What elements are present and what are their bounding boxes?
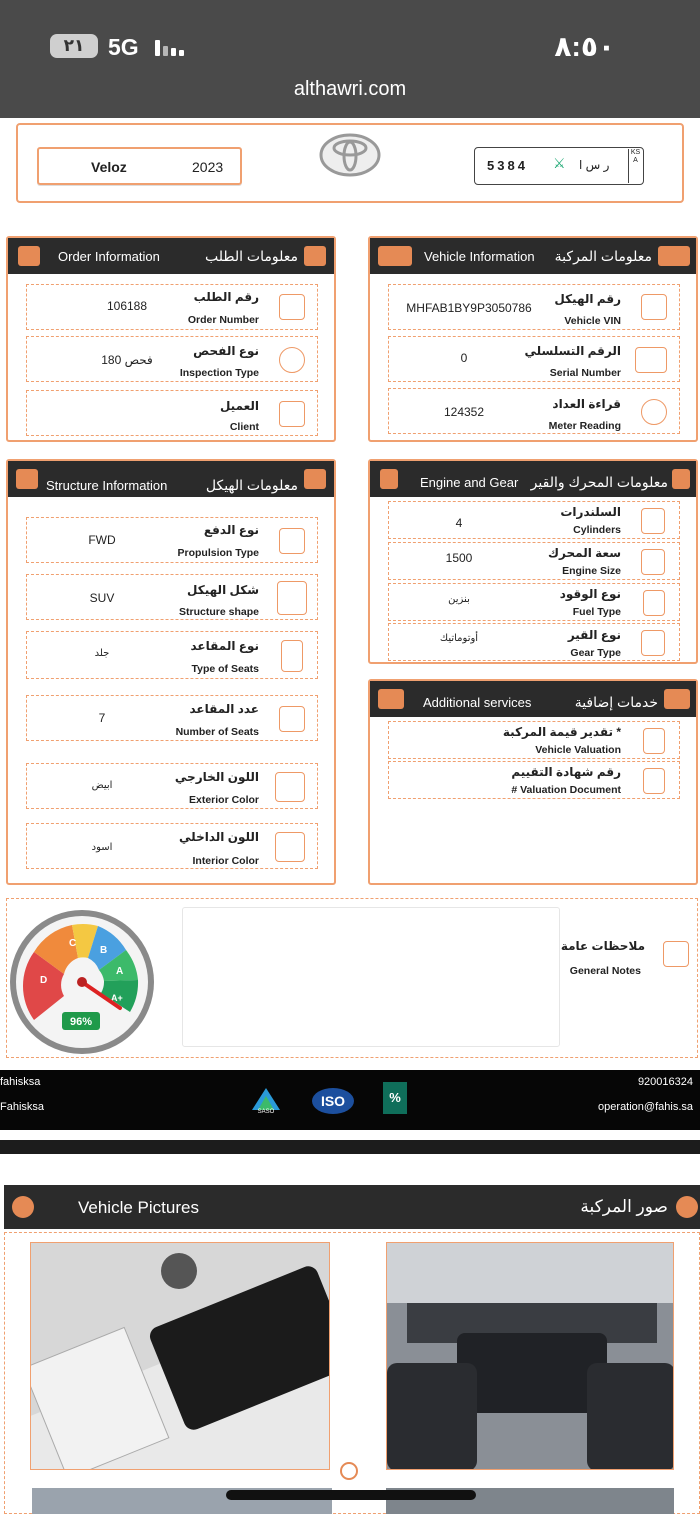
general-notes-box <box>182 907 560 1047</box>
engine-size-row <box>388 542 680 580</box>
engine-size-value: 1500 <box>445 551 473 565</box>
meter-reading-label-ar: قراءة العداد <box>552 397 621 411</box>
engine-icon <box>641 549 665 575</box>
inspection-type-row <box>26 336 318 382</box>
seat-type-label-en: Type of Seats <box>191 663 259 675</box>
iso-logo-icon: ISO <box>312 1088 354 1114</box>
seat-type-row <box>26 631 318 679</box>
seat-type-label-ar: نوع المقاعد <box>190 639 259 653</box>
general-notes-label-en: General Notes <box>569 965 641 977</box>
vehicle-year: 2023 <box>192 159 224 175</box>
fuel-type-label-ar: نوع الوقود <box>559 587 621 601</box>
grade-aplus-label: A+ <box>111 993 123 1003</box>
grade-c-label: C <box>69 938 77 949</box>
number-of-seats-label-ar: عدد المقاعد <box>189 702 259 716</box>
order-number-label-en: Order Number <box>187 314 259 326</box>
vehicle-valuation-label-en: Vehicle Valuation <box>535 744 621 756</box>
home-indicator <box>226 1490 476 1500</box>
engine-gear-header <box>370 461 696 497</box>
vehicle-valuation-label-ar: تقدير قيمة المركبة * <box>502 725 621 739</box>
valuation-document-label-ar: رقم شهادة التقييم <box>511 765 621 779</box>
vehicle-pictures-title-en: Vehicle Pictures <box>78 1198 199 1217</box>
structure-information-card <box>6 459 336 885</box>
additional-services-header <box>370 681 696 717</box>
interior-seats-photo[interactable] <box>386 1242 674 1470</box>
car-body-icon <box>277 581 307 615</box>
network-type: 5G <box>108 34 139 60</box>
fuel-type-label-en: Fuel Type <box>572 606 621 618</box>
order-information-title-ar: معلومات الطلب <box>205 248 298 264</box>
refresh-icon <box>279 347 305 373</box>
rear-seat <box>457 1333 607 1413</box>
piston-icon <box>641 508 665 534</box>
clock: ٨:٥٠ <box>554 31 615 62</box>
structure-information-title-ar: معلومات الهيكل <box>205 477 298 493</box>
paint-bucket-icon <box>275 772 305 802</box>
vehicle-pictures-title-ar: صور المركبة <box>580 1197 668 1216</box>
structure-shape-row <box>26 574 318 620</box>
grade-a-label: A <box>116 966 124 977</box>
meter-reading-value: 124352 <box>443 405 485 419</box>
vat-logo-icon: % <box>383 1082 407 1114</box>
valuation-document-label-en: # Valuation Document <box>511 784 621 796</box>
vehicle-information-card <box>368 236 698 442</box>
cylinders-label-ar: السلندرات <box>560 505 621 519</box>
interior-color-value: اسود <box>91 842 113 853</box>
cylinders-value: 4 <box>455 516 463 530</box>
palm-emblem-icon: ⚔ <box>553 155 566 171</box>
interior-color-label-ar: اللون الداخلي <box>179 830 259 844</box>
inspection-type-value: فحص 180 <box>101 353 153 367</box>
inspection-type-label-ar: نوع الفحص <box>193 344 259 358</box>
order-information-card <box>6 236 336 442</box>
screw-bolt <box>161 1253 197 1289</box>
money-bag-icon <box>643 728 665 754</box>
footer-phone[interactable]: 920016324 <box>637 1076 693 1088</box>
money-bag-icon <box>643 768 665 794</box>
seats-icon <box>279 706 305 732</box>
structure-shape-label-en: Structure shape <box>179 606 259 618</box>
interior-color-row <box>26 823 318 869</box>
clipboard-icon <box>18 246 40 266</box>
check-badge-icon <box>12 1196 34 1218</box>
exterior-color-row <box>26 763 318 809</box>
vehicle-information-title-ar: معلومات المركبة <box>554 248 652 264</box>
document-list-icon <box>279 294 305 320</box>
services-icon <box>378 689 404 709</box>
drivetrain-icon <box>279 528 305 554</box>
propulsion-type-label-ar: نوع الدفع <box>203 523 259 537</box>
order-information-title-en: Order Information <box>58 249 160 264</box>
number-of-seats-row <box>26 695 318 741</box>
structure-information-title-en: Structure Information <box>46 478 168 493</box>
seat-type-value: جلد <box>94 648 110 659</box>
seat-icon <box>281 640 303 672</box>
fuel-pump-icon <box>643 590 665 616</box>
flame-icon <box>672 469 690 489</box>
right-seat <box>587 1363 674 1470</box>
odometer-icon <box>641 399 667 425</box>
left-seat <box>387 1363 477 1470</box>
vehicle-information-header <box>370 238 696 274</box>
exterior-color-label-ar: اللون الخارجي <box>174 770 259 784</box>
engine-gear-title-ar: معلومات المحرك والقير <box>530 474 668 490</box>
plate-country: KSA <box>628 149 642 183</box>
propulsion-type-row <box>26 517 318 563</box>
chassis-icon <box>16 469 38 489</box>
score-label: 96% <box>69 1016 93 1028</box>
vehicle-model: Veloz <box>91 159 127 175</box>
car-icon <box>279 401 305 427</box>
general-notes-label-ar: ملاحظات عامة <box>560 939 645 953</box>
structure-information-header <box>8 461 334 497</box>
exterior-color-value: ابيض <box>91 780 113 791</box>
condition-gauge <box>8 908 156 1056</box>
barcode-icon <box>641 294 667 320</box>
vin-label-en: Vehicle VIN <box>564 315 621 327</box>
gear-type-value: أوتوماتيك <box>439 633 479 644</box>
gear-type-row <box>388 623 680 661</box>
order-number-value: 106188 <box>106 299 148 313</box>
meter-reading-label-en: Meter Reading <box>548 420 621 432</box>
number-of-seats-value: 7 <box>98 711 106 725</box>
propulsion-type-value: FWD <box>88 533 116 547</box>
gear-type-label-en: Gear Type <box>570 647 621 659</box>
number-of-seats-label-en: Number of Seats <box>175 726 259 738</box>
page-divider <box>0 1140 700 1154</box>
additional-services-card <box>368 679 698 885</box>
propulsion-type-label-en: Propulsion Type <box>177 547 259 559</box>
inspection-type-label-en: Inspection Type <box>179 367 259 379</box>
note-pencil-icon <box>663 941 689 967</box>
serial-number-label-ar: الرقم التسلسلي <box>524 344 621 358</box>
grade-b-label: B <box>100 945 108 956</box>
gear-shift-icon <box>641 630 665 656</box>
engine-size-label-en: Engine Size <box>562 565 621 577</box>
valuation-document-row <box>388 761 680 799</box>
clipboard-icon <box>304 246 326 266</box>
serial-number-row <box>388 336 680 382</box>
meter-reading-row <box>388 388 680 434</box>
vehicle-pictures-header <box>4 1185 700 1229</box>
signal-icon <box>155 38 184 56</box>
serial-number-value: 0 <box>460 351 468 365</box>
vehicle-information-title-en: Vehicle Information <box>424 249 535 264</box>
svg-text:SASO: SASO <box>257 1109 275 1114</box>
check-badge-icon <box>676 1196 698 1218</box>
engine-size-label-ar: سعة المحرك <box>548 546 621 560</box>
client-label-en: Client <box>229 421 259 433</box>
car-icon <box>378 246 412 266</box>
footer-social-handle-2[interactable]: Fahisksa <box>0 1101 45 1113</box>
zoom-icon[interactable] <box>340 1462 358 1480</box>
structure-shape-value: SUV <box>89 591 115 605</box>
saso-logo-icon <box>250 1086 282 1114</box>
flame-icon <box>380 469 398 489</box>
footer-social-handle[interactable]: fahisksa <box>0 1076 41 1088</box>
address-bar-url[interactable]: althawri.com <box>293 78 407 100</box>
grade-d-label: D <box>40 975 48 986</box>
battery-indicator: ٢١ <box>50 34 98 58</box>
exterior-color-label-en: Exterior Color <box>188 794 259 806</box>
footer-email[interactable]: operation@fahis.sa <box>598 1101 693 1113</box>
cylinders-label-en: Cylinders <box>573 524 621 536</box>
cylinders-row <box>388 501 680 539</box>
additional-services-title-en: Additional services <box>423 695 532 710</box>
car-icon <box>658 246 690 266</box>
structure-shape-label-ar: شكل الهيكل <box>187 583 259 597</box>
order-number-label-ar: رقم الطلب <box>193 290 259 304</box>
status-bar <box>0 0 700 118</box>
footer <box>0 1070 700 1130</box>
plate-number: 5384 <box>487 158 528 173</box>
vin-sticker-photo[interactable] <box>30 1242 330 1470</box>
additional-services-title-ar: خدمات إضافية <box>574 694 658 710</box>
toyota-logo <box>318 132 382 178</box>
client-row <box>26 390 318 436</box>
vehicle-valuation-row <box>388 721 680 759</box>
vin-value: MHFAB1BY9P3050786 <box>406 301 532 315</box>
paint-bucket-icon <box>275 832 305 862</box>
client-label-ar: العميل <box>219 399 259 413</box>
services-icon <box>664 689 690 709</box>
license-plate <box>474 147 644 185</box>
model-year-box <box>37 147 242 185</box>
order-number-row <box>26 284 318 330</box>
order-information-header <box>8 238 334 274</box>
fuel-type-row <box>388 583 680 621</box>
chassis-icon <box>304 469 326 489</box>
serial-barcode-icon <box>635 347 667 373</box>
engine-gear-card <box>368 459 698 664</box>
gear-type-label-ar: نوع القير <box>567 628 621 642</box>
engine-gear-title-en: Engine and Gear <box>420 475 519 490</box>
fuel-type-value: بنزين <box>448 594 470 605</box>
serial-number-label-en: Serial Number <box>549 367 621 379</box>
vin-label-ar: رقم الهيكل <box>554 292 621 306</box>
plate-letters: ر س ا <box>579 158 610 172</box>
interior-color-label-en: Interior Color <box>192 855 259 867</box>
vin-row <box>388 284 680 330</box>
